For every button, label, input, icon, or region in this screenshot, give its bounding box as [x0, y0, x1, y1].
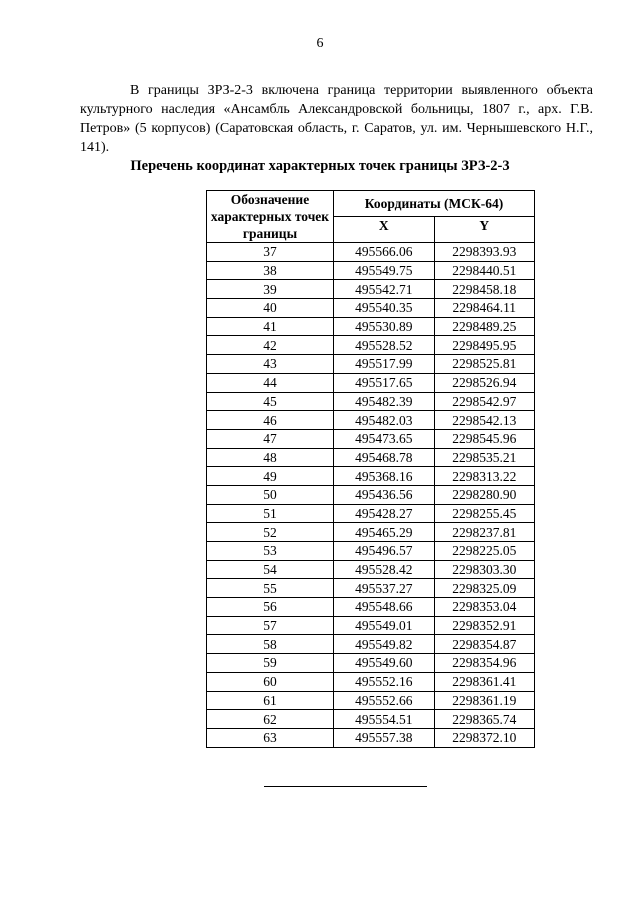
point-number-cell: 43: [207, 355, 334, 374]
table-row: [207, 261, 535, 280]
x-coordinate-cell: 495436.56: [334, 485, 435, 504]
point-number-cell: 51: [207, 504, 334, 523]
x-coordinate-cell: 495482.39: [334, 392, 435, 411]
table-title: Перечень координат характерных точек границы ЗРЗ-2-3: [130, 158, 510, 174]
x-coordinate-cell: 495517.99: [334, 355, 435, 374]
table-row: [207, 654, 535, 673]
table-row: [207, 429, 535, 448]
point-number-cell: 47: [207, 429, 334, 448]
point-number-cell: 58: [207, 635, 334, 654]
x-coordinate-cell: 495549.01: [334, 616, 435, 635]
table-row: [207, 467, 535, 486]
table-row: [207, 710, 535, 729]
y-coordinate-cell: 2298393.93: [434, 243, 535, 262]
table-row: [207, 243, 535, 262]
point-number-cell: 44: [207, 373, 334, 392]
x-coordinate-cell: 495566.06: [334, 243, 435, 262]
table-row: [207, 299, 535, 318]
point-number-cell: 40: [207, 299, 334, 318]
point-number-cell: 52: [207, 523, 334, 542]
table-row: [207, 485, 535, 504]
y-coordinate-cell: 2298354.96: [434, 654, 535, 673]
point-number-cell: 48: [207, 448, 334, 467]
point-number-cell: 49: [207, 467, 334, 486]
table-header: [207, 191, 535, 243]
y-coordinate-cell: 2298361.41: [434, 672, 535, 691]
table-row: [207, 411, 535, 430]
y-coordinate-cell: 2298303.30: [434, 560, 535, 579]
x-coordinate-cell: 495549.75: [334, 261, 435, 280]
x-coordinate-cell: 495528.52: [334, 336, 435, 355]
point-number-cell: 45: [207, 392, 334, 411]
table-row: [207, 392, 535, 411]
point-number-cell: 61: [207, 691, 334, 710]
table-row: [207, 579, 535, 598]
x-coordinate-cell: 495473.65: [334, 429, 435, 448]
y-coordinate-cell: 2298313.22: [434, 467, 535, 486]
table-row: [207, 336, 535, 355]
x-coordinate-cell: 495465.29: [334, 523, 435, 542]
y-coordinate-cell: 2298354.87: [434, 635, 535, 654]
point-number-cell: 57: [207, 616, 334, 635]
table-row: [207, 672, 535, 691]
point-number-cell: 54: [207, 560, 334, 579]
header-x: X: [334, 217, 435, 243]
y-coordinate-cell: 2298542.97: [434, 392, 535, 411]
footer-separator-line: [264, 786, 427, 787]
header-coordinates: Координаты (МСК-64): [334, 191, 535, 217]
table-row: [207, 635, 535, 654]
x-coordinate-cell: 495428.27: [334, 504, 435, 523]
table-row: [207, 373, 535, 392]
x-coordinate-cell: 495537.27: [334, 579, 435, 598]
x-coordinate-cell: 495548.66: [334, 598, 435, 617]
point-number-cell: 41: [207, 317, 334, 336]
coordinates-table: [206, 190, 535, 748]
y-coordinate-cell: 2298542.13: [434, 411, 535, 430]
table-row: [207, 280, 535, 299]
table-row: [207, 355, 535, 374]
table-row: [207, 523, 535, 542]
point-number-cell: 55: [207, 579, 334, 598]
table-row: [207, 728, 535, 747]
y-coordinate-cell: 2298280.90: [434, 485, 535, 504]
y-coordinate-cell: 2298372.10: [434, 728, 535, 747]
x-coordinate-cell: 495552.66: [334, 691, 435, 710]
point-number-cell: 63: [207, 728, 334, 747]
y-coordinate-cell: 2298237.81: [434, 523, 535, 542]
x-coordinate-cell: 495549.82: [334, 635, 435, 654]
point-number-cell: 56: [207, 598, 334, 617]
table-row: [207, 448, 535, 467]
point-number-cell: 59: [207, 654, 334, 673]
y-coordinate-cell: 2298325.09: [434, 579, 535, 598]
point-number-cell: 62: [207, 710, 334, 729]
x-coordinate-cell: 495540.35: [334, 299, 435, 318]
table-row: [207, 616, 535, 635]
y-coordinate-cell: 2298353.04: [434, 598, 535, 617]
y-coordinate-cell: 2298495.95: [434, 336, 535, 355]
x-coordinate-cell: 495468.78: [334, 448, 435, 467]
point-number-cell: 60: [207, 672, 334, 691]
point-number-cell: 46: [207, 411, 334, 430]
table-row: [207, 317, 535, 336]
x-coordinate-cell: 495528.42: [334, 560, 435, 579]
table-body: [207, 243, 535, 748]
y-coordinate-cell: 2298525.81: [434, 355, 535, 374]
table-row: [207, 560, 535, 579]
y-coordinate-cell: 2298440.51: [434, 261, 535, 280]
table-row: [207, 542, 535, 561]
y-coordinate-cell: 2298255.45: [434, 504, 535, 523]
point-number-cell: 50: [207, 485, 334, 504]
y-coordinate-cell: 2298361.19: [434, 691, 535, 710]
x-coordinate-cell: 495496.57: [334, 542, 435, 561]
point-number-cell: 42: [207, 336, 334, 355]
point-number-cell: 39: [207, 280, 334, 299]
point-number-cell: 38: [207, 261, 334, 280]
point-number-cell: 37: [207, 243, 334, 262]
table-row: [207, 691, 535, 710]
x-coordinate-cell: 495549.60: [334, 654, 435, 673]
x-coordinate-cell: 495552.16: [334, 672, 435, 691]
intro-paragraph: В границы ЗРЗ-2-3 включена граница территории выявленного объекта культурного наследия «Ансамбль Александровской больницы, 1807 г., арх. Г.В. Петров» (5 корпусов) (Саратовская область, г. Саратов, ул. им. Чернышевского Н.Г., 141).: [80, 83, 593, 155]
x-coordinate-cell: 495554.51: [334, 710, 435, 729]
table-row: [207, 504, 535, 523]
x-coordinate-cell: 495482.03: [334, 411, 435, 430]
y-coordinate-cell: 2298365.74: [434, 710, 535, 729]
y-coordinate-cell: 2298526.94: [434, 373, 535, 392]
y-coordinate-cell: 2298535.21: [434, 448, 535, 467]
x-coordinate-cell: 495368.16: [334, 467, 435, 486]
y-coordinate-cell: 2298489.25: [434, 317, 535, 336]
x-coordinate-cell: 495542.71: [334, 280, 435, 299]
x-coordinate-cell: 495530.89: [334, 317, 435, 336]
x-coordinate-cell: 495517.65: [334, 373, 435, 392]
x-coordinate-cell: 495557.38: [334, 728, 435, 747]
y-coordinate-cell: 2298225.05: [434, 542, 535, 561]
header-y: Y: [434, 217, 535, 243]
y-coordinate-cell: 2298464.11: [434, 299, 535, 318]
table-row: [207, 598, 535, 617]
y-coordinate-cell: 2298458.18: [434, 280, 535, 299]
page-number: 6: [316, 36, 324, 51]
y-coordinate-cell: 2298545.96: [434, 429, 535, 448]
point-number-cell: 53: [207, 542, 334, 561]
y-coordinate-cell: 2298352.91: [434, 616, 535, 635]
header-point-name: Обозначение характерных точек границы: [207, 191, 334, 243]
